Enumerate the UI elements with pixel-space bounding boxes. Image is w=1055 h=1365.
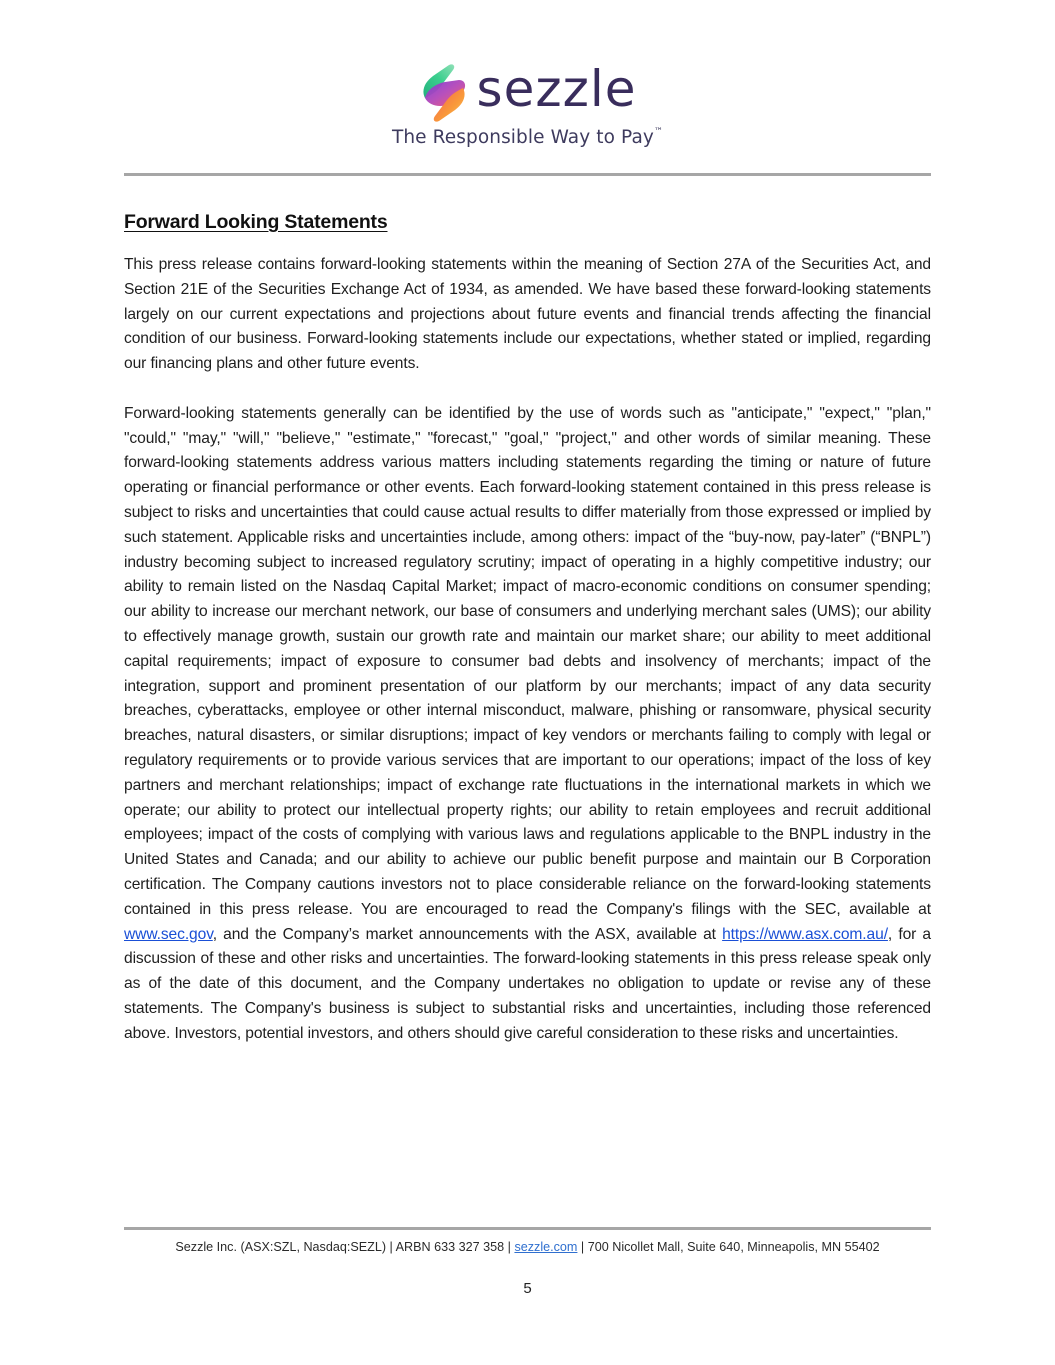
sezzle-logo-icon [419, 64, 469, 122]
paragraph-intro: This press release contains forward-looking statements within the meaning of Section 27A of the Securities Act, and Section 21E of the Securities Exchange Act of 1934, as amended. We have based these forward-looking statements largely on our current expectations and projections about future events and financial trends affecting the financial condition of our business. Forward-looking statements include our expectations, whether stated or implied, regarding our financing plans and other future events. [124, 256, 931, 373]
header-divider [124, 173, 931, 176]
paragraph-text: Forward-looking statements generally can be identified by the use of words such as "anticipate," "expect," "plan," "could," "may," "will," "believe," "estimate," "forecast," "goal," "project," and other words of similar meaning. These forward-looking statements address various matters including statements regarding the timing or nature of future operating or financial performance or other events. Each forward-looking statement contained in this press release is subject to risks and uncertainties that could cause actual results to differ materially from those expressed or implied by such statement. Applicable risks and uncertainties include, among others: impact of the “buy-now, pay-later” (“BNPL”) industry becoming subject to increased regulatory scrutiny; impact of operating in a highly competitive industry; our ability to remain listed on the Nasdaq Capital Market; impact of macro-economic conditions on consumer spending; our ability to increase our merchant network, our base of consumers and underlying merchant sales (UMS); our ability to effectively manage growth, sustain our growth rate and maintain our market share; our ability to meet additional capital requirements; impact of exposure to consumer bad debts and insolvency of merchants; impact of the integration, support and prominent presentation of our platform by our merchants; impact of any data security breaches, cyberattacks, employee or other internal misconduct, malware, phishing or ransomware, physical security breaches, natural disasters, or similar disruptions; impact of key vendors or merchants failing to comply with legal or regulatory requirements or to provide various services that are important to our operations; impact of the loss of key partners and merchant relationships; impact of exchange rate fluctuations in the international markets in which we operate; our ability to protect our intellectual property rights; our ability to retain employees and recruit additional employees; impact of the costs of complying with various laws and regulations applicable to the BNPL industry in the United States and Canada; and our ability to achieve our public benefit purpose and maintain our B Corporation certification. The Company cautions investors not to place considerable reliance on the forward-looking statements contained in this press release. You are encouraged to read the Company's filings with the SEC, available at [124, 404, 931, 918]
asx-link[interactable]: https://www.asx.com.au/ [722, 925, 888, 943]
paragraph-text: , for a discussion of these and other risks and uncertainties. The forward-looking statements in this press release speak only as of the date of this document, and the Company undertakes no obligation to update or revise any of these statements. The Company's business is subject to substantial risks and uncertainties, including those referenced above. Investors, potential investors, and others should give careful consideration to these risks and uncertainties. [124, 925, 931, 1042]
logo-row [419, 62, 637, 124]
brand-tagline [0, 127, 1055, 148]
paragraph-risk-factors [124, 402, 931, 1047]
main-content [124, 208, 931, 1047]
company-address: | 700 Nicollet Mall, Suite 640, Minneapolis, MN 55402 [577, 1240, 880, 1254]
company-details: Sezzle Inc. (ASX:SZL, Nasdaq:SEZL) | ARBN 633 327 358 | [175, 1240, 515, 1254]
footer-company-info [0, 1240, 1055, 1254]
paragraph-text: , and the Company’s market announcements with the ASX, available at [212, 925, 723, 943]
footer-divider [124, 1227, 931, 1230]
sec-gov-link[interactable]: www.sec.gov [124, 925, 213, 943]
sezzle-website-link[interactable]: sezzle.com [514, 1240, 578, 1254]
tagline-text: The Responsible Way to Pay [391, 127, 654, 148]
trademark-mark: ™ [653, 126, 664, 137]
brand-wordmark: sezzle [476, 60, 637, 118]
page-number: 5 [523, 1280, 532, 1297]
section-title: Forward Looking Statements [124, 211, 388, 233]
header-logo [0, 62, 1055, 127]
